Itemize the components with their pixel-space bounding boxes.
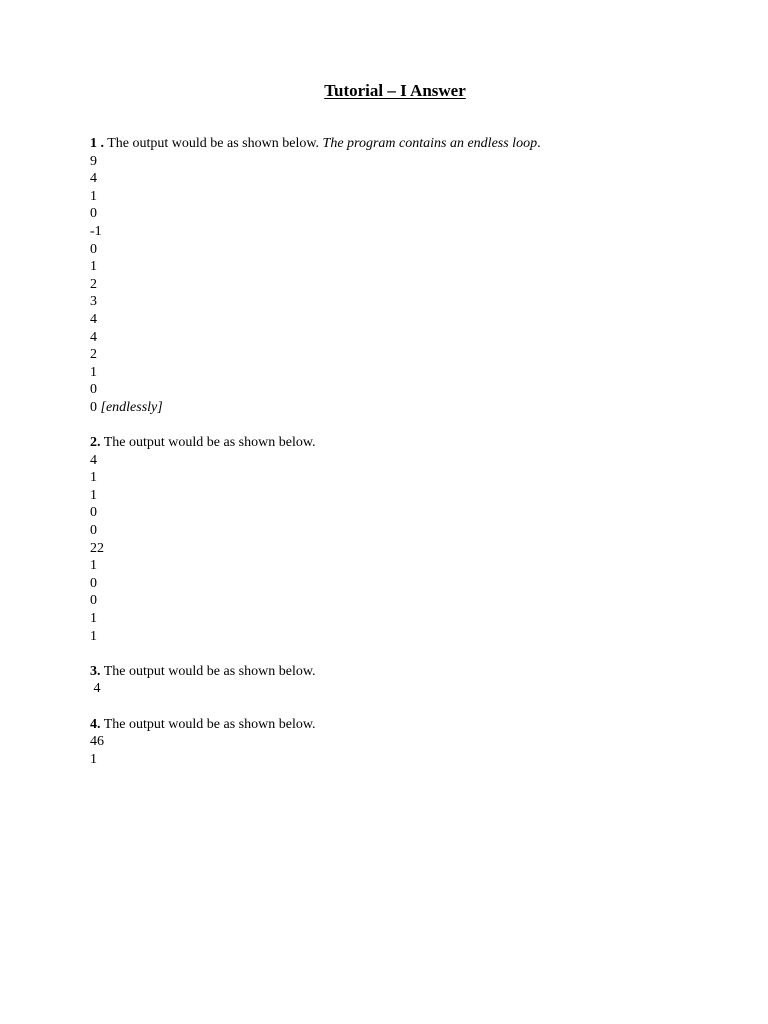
- question-number: 2.: [90, 435, 101, 451]
- question-number: 4.: [90, 716, 101, 732]
- output-line: 1: [90, 487, 97, 503]
- output-line: 4: [90, 171, 97, 187]
- output-line: 0: [90, 241, 97, 257]
- question-2: [90, 434, 730, 645]
- question-heading: [90, 716, 730, 734]
- question-number: 3.: [90, 663, 101, 679]
- output-list: [90, 733, 730, 768]
- question-note: The program contains an endless loop: [322, 136, 538, 151]
- output-line: 2: [90, 276, 97, 292]
- output-value: 0: [90, 399, 101, 415]
- output-line: 46: [90, 734, 104, 750]
- output-line: 1: [90, 188, 97, 204]
- output-line: 4: [90, 311, 97, 327]
- output-line: 1: [90, 611, 97, 627]
- question-4: [90, 716, 730, 769]
- output-list: [90, 452, 730, 646]
- output-line: 1: [90, 751, 97, 767]
- output-list: [90, 680, 730, 698]
- question-1: [90, 135, 730, 417]
- question-lead: The output would be as shown below.: [100, 716, 316, 732]
- output-line: 1: [90, 364, 97, 380]
- output-line-last: [90, 399, 730, 417]
- output-line: 4: [90, 329, 97, 345]
- question-heading: [90, 663, 730, 681]
- output-line: 0: [90, 575, 97, 591]
- output-line: 1: [90, 259, 97, 275]
- output-line: 4: [90, 681, 101, 697]
- output-line: 0: [90, 206, 97, 222]
- document-title: Tutorial – I Answer: [324, 81, 466, 100]
- question-lead: The output would be as shown below.: [100, 435, 316, 451]
- output-line: 1: [90, 628, 97, 644]
- question-3: [90, 663, 730, 698]
- output-line: 2: [90, 347, 97, 363]
- output-line: -1: [90, 223, 102, 239]
- question-heading: [90, 434, 730, 452]
- document-body: [90, 135, 730, 786]
- output-line: 0: [90, 593, 97, 609]
- output-line: 3: [90, 294, 97, 310]
- output-line: 0: [90, 505, 97, 521]
- question-note-tail: .: [537, 136, 541, 151]
- question-number: 1 .: [90, 136, 104, 151]
- output-line: 9: [90, 153, 97, 169]
- output-line: 0: [90, 523, 97, 539]
- output-line: 4: [90, 452, 97, 468]
- output-line: 1: [90, 470, 97, 486]
- question-heading: [90, 135, 730, 153]
- question-lead: The output would be as shown below.: [100, 663, 316, 679]
- output-list: [90, 153, 730, 417]
- output-note: [endlessly]: [100, 399, 163, 415]
- output-line: 1: [90, 558, 97, 574]
- output-line: 0: [90, 382, 97, 398]
- output-line: 22: [90, 540, 104, 556]
- question-lead: The output would be as shown below.: [104, 136, 323, 151]
